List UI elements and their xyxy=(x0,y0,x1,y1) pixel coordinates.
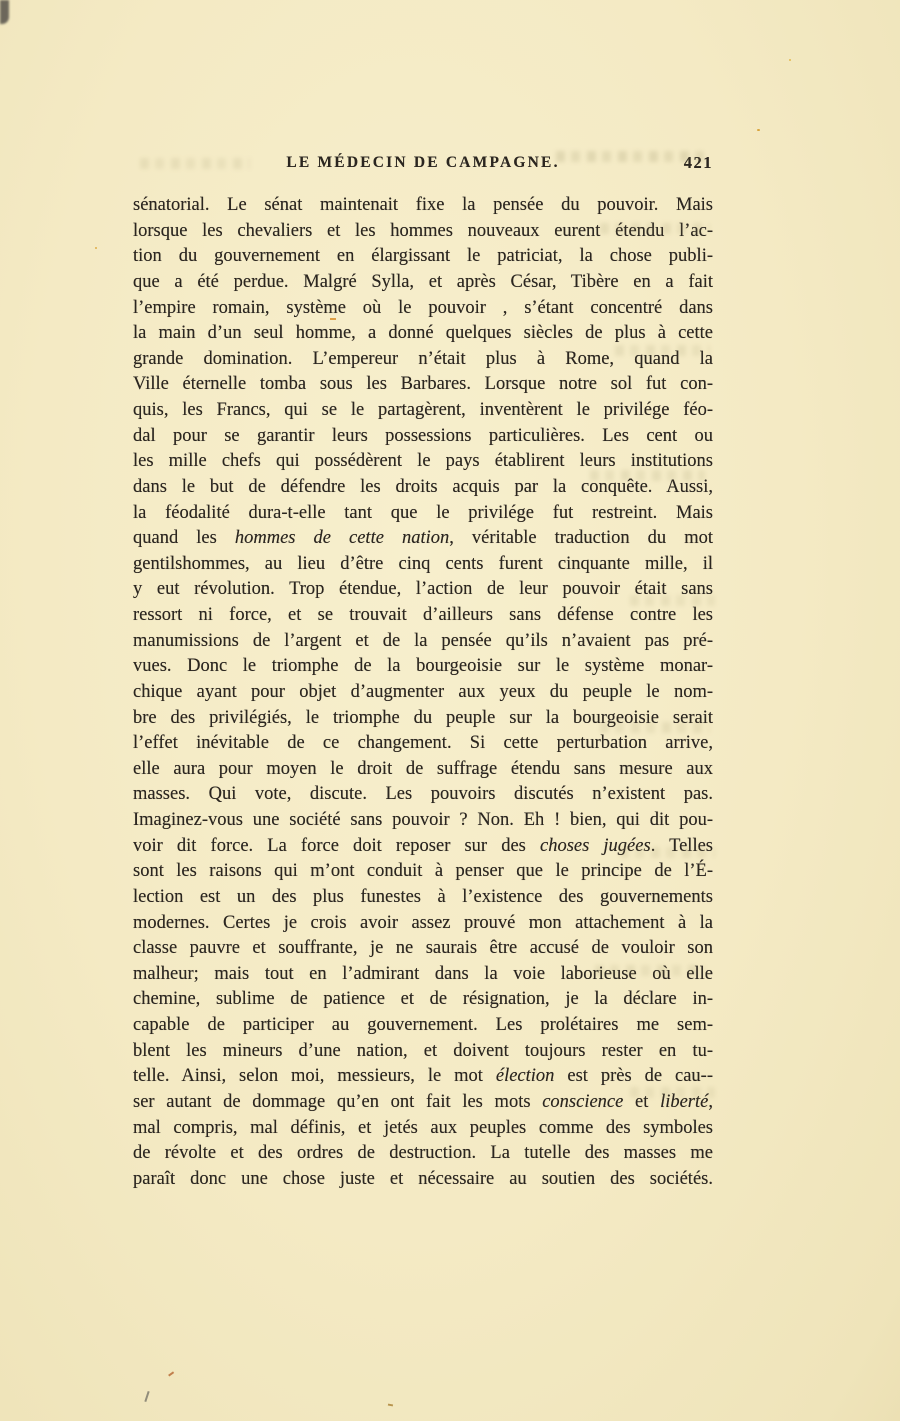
text-segment: elle aura pour moyen le droit de suffrage étendu sans mesure aux xyxy=(133,758,713,779)
text-segment: grande domination. L’empereur n’était plus à Rome, quand la xyxy=(133,348,713,369)
text-line xyxy=(133,1090,713,1116)
text-segment: lection est un des plus funestes à l’existence des gouvernements xyxy=(133,886,713,907)
text-segment: la féodalité dura-t-elle tant que le privilége fut restreint. Mais xyxy=(133,502,713,523)
pen-mark xyxy=(144,1391,149,1402)
text-line xyxy=(133,577,713,603)
text-segment: malheur; mais tout en l’admirant dans la voie laborieuse où elle xyxy=(133,963,713,984)
text-line xyxy=(133,1064,713,1090)
text-line xyxy=(133,1116,713,1142)
text-line xyxy=(133,603,713,629)
text-segment: de révolte et des ordres de destruction. La tutelle des masses me xyxy=(133,1143,713,1164)
text-segment: l’effet inévitable de ce changement. Si cette perturbation arrive, xyxy=(133,733,713,754)
text-line xyxy=(133,731,713,757)
text-segment: voir dit force. La force doit reposer sur des xyxy=(133,835,540,856)
text-line xyxy=(133,270,713,296)
text-line xyxy=(133,398,713,424)
paper-fiber xyxy=(388,1404,393,1406)
text-segment: chique ayant pour objet d’augmenter aux yeux du peuple le nom- xyxy=(133,681,713,702)
text-segment: Ville éternelle tomba sous les Barbares. Lorsque notre sol fut con- xyxy=(133,374,713,395)
italic-text-segment: liberté xyxy=(660,1091,709,1112)
text-segment: vues. Donc le triomphe de la bourgeoisie sur le système monar- xyxy=(133,656,713,677)
text-line xyxy=(133,808,713,834)
text-segment: masses. Qui vote, discute. Les pouvoirs discutés n’existent pas. xyxy=(133,784,713,805)
paper-speck xyxy=(789,59,791,61)
text-line xyxy=(133,219,713,245)
text-segment: , xyxy=(708,1091,713,1112)
paper-speck xyxy=(95,247,97,249)
text-line xyxy=(133,1167,713,1193)
text-segment: chemine, sublime de patience et de résignation, je la déclare in- xyxy=(133,989,713,1010)
text-segment: sénatorial. Le sénat maintenait fixe la pensée du pouvoir. Mais xyxy=(133,195,713,215)
text-segment: dans le but de défendre les droits acquis par la conquête. Aussi, xyxy=(133,476,713,497)
text-segment: ser autant de dommage qu’en ont fait les mots xyxy=(133,1091,543,1112)
body-text xyxy=(133,193,713,1192)
italic-text-segment: élection xyxy=(495,1066,555,1087)
text-line xyxy=(133,1039,713,1065)
text-line xyxy=(133,911,713,937)
text-segment: dal pour se garantir leurs possessions particulières. Les cent ou xyxy=(133,425,713,446)
text-segment: et xyxy=(623,1091,661,1112)
text-segment: les mille chefs qui possédèrent le pays établirent leurs institutions xyxy=(133,451,713,472)
text-segment: modernes. Certes je crois avoir assez prouvé mon attachement à la xyxy=(133,912,713,933)
text-line xyxy=(133,526,713,552)
text-segment: . Telles xyxy=(650,835,714,856)
text-line xyxy=(133,885,713,911)
text-segment: l’empire romain, système où le pouvoir , s’étant concentré dans xyxy=(133,297,713,318)
text-line xyxy=(133,244,713,270)
text-line xyxy=(133,424,713,450)
text-segment: quand les xyxy=(133,528,235,549)
text-segment: , véritable traduction du mot xyxy=(449,528,713,549)
text-segment: est près de cau-- xyxy=(554,1066,713,1087)
text-line xyxy=(133,372,713,398)
text-segment: manumissions de l’argent et de la pensée qu’ils n’avaient pas pré- xyxy=(133,630,713,651)
text-segment: y eut révolution. Trop étendue, l’action de leur pouvoir était sans xyxy=(133,579,713,600)
running-title: LE MÉDECIN DE CAMPAGNE. xyxy=(286,154,560,171)
text-line xyxy=(133,962,713,988)
page-number: 421 xyxy=(683,153,713,172)
text-line xyxy=(133,193,713,219)
text-line xyxy=(133,475,713,501)
text-segment: Imaginez-vous une société sans pouvoir ? Non. Eh ! bien, qui dit pou- xyxy=(133,810,713,830)
text-line xyxy=(133,782,713,808)
text-line xyxy=(133,296,713,322)
text-line xyxy=(133,1013,713,1039)
text-line xyxy=(133,347,713,373)
text-segment: blent les mineurs d’une nation, et doivent toujours rester en tu- xyxy=(133,1040,713,1061)
text-line xyxy=(133,321,713,347)
text-line xyxy=(133,987,713,1013)
text-line xyxy=(133,1141,713,1167)
text-line xyxy=(133,552,713,578)
italic-text-segment: hommes de cette nation xyxy=(234,528,450,549)
text-segment: classe pauvre et souffrante, je ne saurais être accusé de vouloir son xyxy=(133,938,713,959)
scan-corner-artifact xyxy=(0,0,9,24)
text-segment: telle. Ainsi, selon moi, messieurs, le mot xyxy=(133,1066,496,1087)
text-line xyxy=(133,629,713,655)
text-line xyxy=(133,936,713,962)
text-line xyxy=(133,834,713,860)
text-segment: capable de participer au gouvernement. Les prolétaires me sem- xyxy=(133,1015,713,1035)
text-line xyxy=(133,757,713,783)
text-segment: quis, les Francs, qui se le partagèrent, inventèrent le privilége féo- xyxy=(133,400,713,420)
italic-text-segment: conscience xyxy=(542,1091,624,1112)
italic-text-segment: choses jugées xyxy=(539,835,651,856)
text-segment: mal compris, mal définis, et jetés aux peuples comme des symboles xyxy=(133,1117,713,1138)
text-segment: lorsque les chevaliers et les hommes nouveaux eurent étendu l’ac- xyxy=(133,220,713,241)
text-segment: ressort ni force, et se trouvait d’ailleurs sans défense contre les xyxy=(133,605,713,625)
text-line xyxy=(133,859,713,885)
text-segment: que a été perdue. Malgré Sylla, et après César, Tibère en a fait xyxy=(133,271,713,292)
paper-fiber xyxy=(168,1371,174,1376)
text-segment: la main d’un seul homme, a donné quelques siècles de plus à cette xyxy=(133,323,713,344)
text-segment: gentilshommes, au lieu d’être cinq cents furent cinquante mille, il xyxy=(133,553,713,574)
paper-speck xyxy=(757,129,760,131)
text-segment: tion du gouvernement en élargissant le patriciat, la chose publi- xyxy=(133,246,713,267)
text-segment: bre des privilégiés, le triomphe du peuple sur la bourgeoisie serait xyxy=(133,707,713,728)
text-line xyxy=(133,654,713,680)
text-line xyxy=(133,680,713,706)
text-line xyxy=(133,706,713,732)
text-line xyxy=(133,449,713,475)
page-header xyxy=(133,154,713,178)
text-segment: paraît donc une chose juste et nécessaire au soutien des sociétés. xyxy=(133,1168,713,1189)
text-line xyxy=(133,501,713,527)
text-segment: sont les raisons qui m’ont conduit à penser que le principe de l’É- xyxy=(133,861,713,882)
